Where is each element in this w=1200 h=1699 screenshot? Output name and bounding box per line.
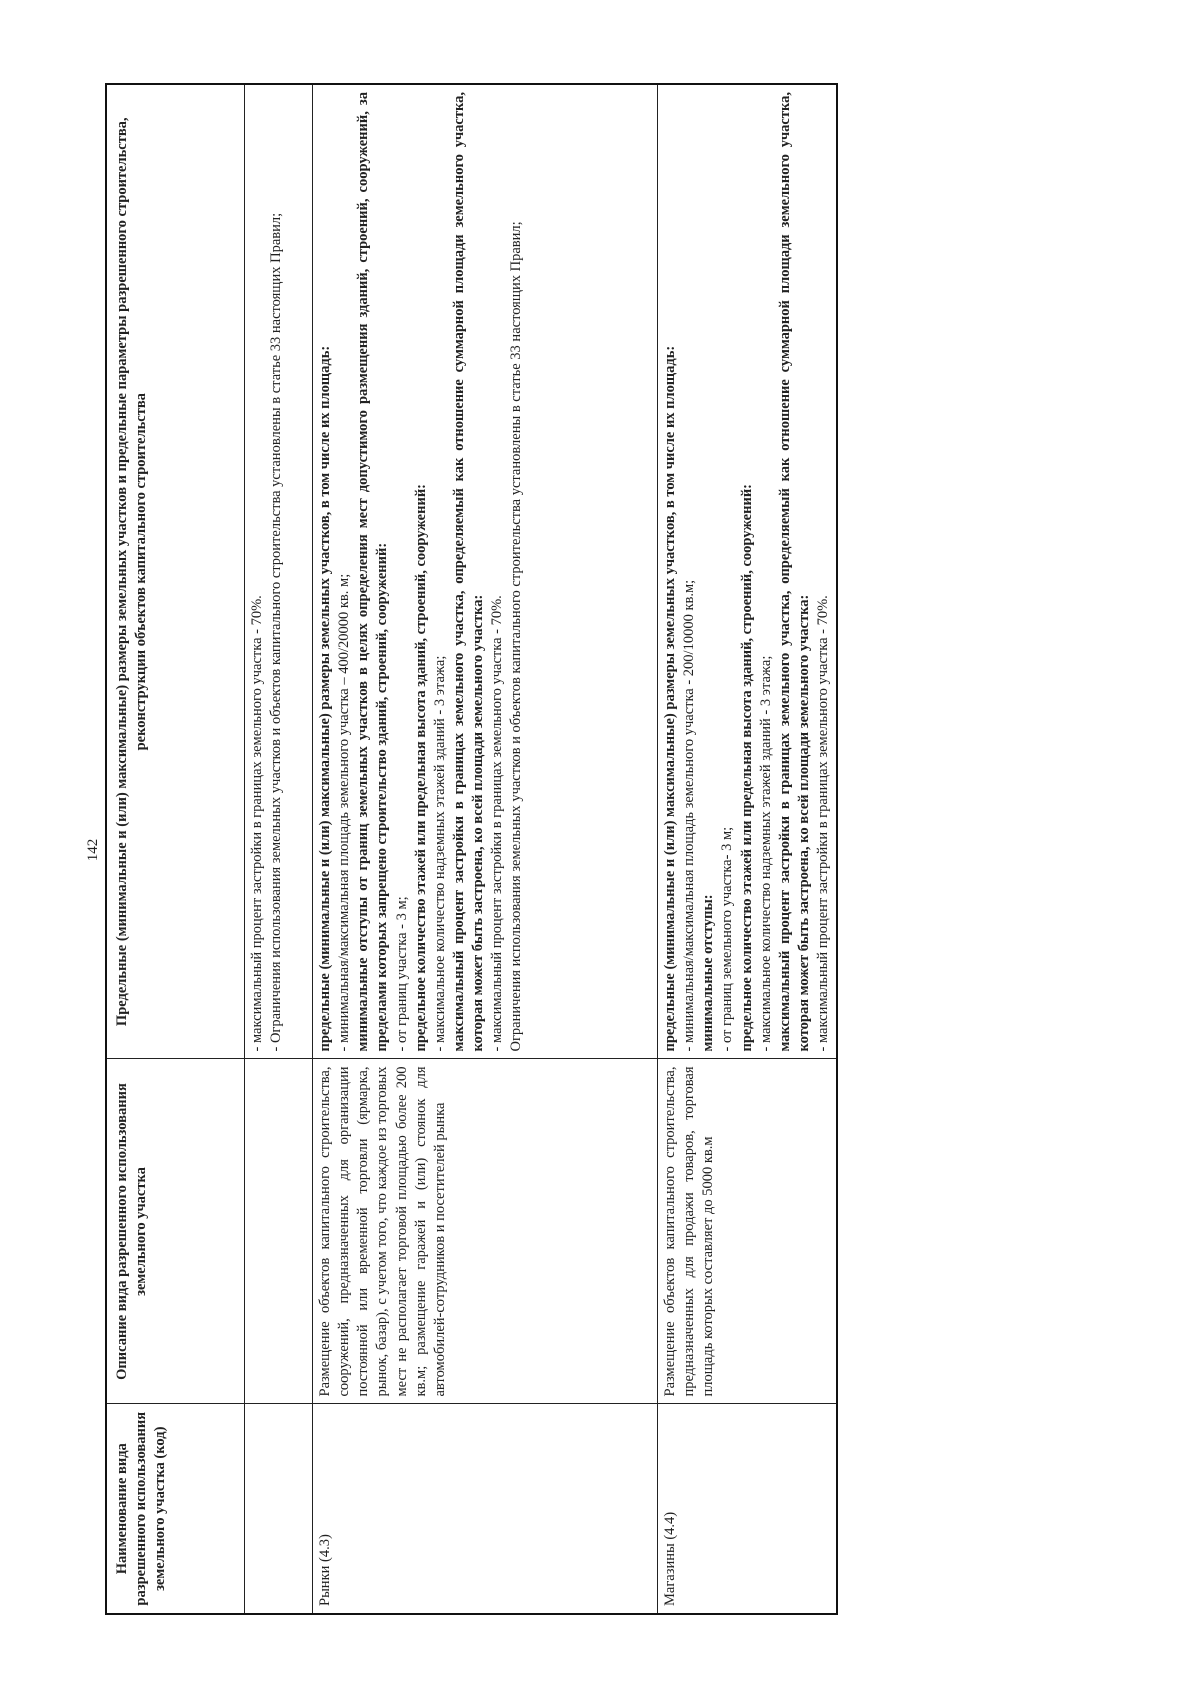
param-line: максимальный процент застройки в границах земельного участка, определяемый как отношение суммарной площади земельного участка, которая может быть застроена, ко всей площади земельного участка: <box>450 92 486 1052</box>
param-line: - минимальная/максимальная площадь земельного участка - 200/10000 кв.м; <box>681 579 698 1052</box>
row-name <box>245 1404 313 1614</box>
param-line: предельное количество этажей или предельная высота зданий, строений, сооружений: <box>412 483 429 1052</box>
row-name: Рынки (4.3) <box>313 1404 658 1614</box>
page-number: 142 <box>85 838 101 862</box>
param-line: - максимальный процент застройки в границах земельного участка - 70%. <box>489 595 506 1052</box>
header-description: Описание вида разрешенного использования земельного участка <box>106 1059 245 1404</box>
param-line: - Ограничения использования земельных участков и объектов капитального строительства установлены в статье 33 настоящих Правил; <box>268 212 285 1052</box>
row-params <box>245 84 313 1059</box>
param-line: - от границ участка - 3 м; <box>393 896 410 1052</box>
table-row <box>245 84 313 1614</box>
param-line: предельные (минимальные и (или) максимальные) размеры земельных участков, в том числе их площадь: <box>317 345 333 1052</box>
param-line: - максимальное количество надземных этажей зданий - 3 этажа; <box>431 655 448 1052</box>
header-row <box>106 84 245 1614</box>
rotated-page <box>75 85 1190 1615</box>
row-params <box>313 84 658 1059</box>
table-row <box>313 84 658 1614</box>
param-line: минимальные отступы от границ земельных участков в целях определения мест допустимого размещения зданий, строений, сооружений, за пределами которых запрещено строительство зданий, строений, сооружений: <box>355 92 391 1052</box>
param-line: - максимальное количество надземных этажей зданий - 3 этажа; <box>757 655 774 1052</box>
row-description: Размещение объектов капитального строительства, предназначенных для продажи товаров, торговая площадь которых составляет до 5000 кв.м <box>658 1059 838 1404</box>
row-name: Магазины (4.4) <box>658 1404 838 1614</box>
table-row <box>658 84 838 1614</box>
param-line: максимальный процент застройки в границах земельного участка, определяемый как отношение суммарной площади земельного участка, которая может быть застроена, ко всей площади земельного участка: <box>776 92 812 1052</box>
header-params: Предельные (минимальные и (или) максимальные) размеры земельных участков и предельные параметры разрешенного строительства, реконструкции объектов капитального строительства <box>106 84 245 1059</box>
param-line: - максимальный процент застройки в границах земельного участка - 70%. <box>249 595 265 1052</box>
param-line: предельное количество этажей или предельная высота зданий, строений, сооружений: <box>738 483 755 1052</box>
row-description: Размещение объектов капитального строительства, сооружений, предназначенных для организации постоянной или временной торговли (ярмарка, рынок, базар), с учетом того, что каждое из торговых мест не располагает торговой площадью более 200 кв.м; размещение гаражей и (или) стоянок для автомобилей-сотрудников и посетителей рынка <box>313 1059 658 1404</box>
param-line: минимальные отступы: <box>700 894 717 1052</box>
param-line: - максимальный процент застройки в границах земельного участка - 70%. <box>815 595 831 1052</box>
param-line: - минимальная/максимальная площадь земельного участка – 400/20000 кв. м; <box>336 573 353 1052</box>
param-line: предельные (минимальные и (или) максимальные) размеры земельных участков, в том числе их площадь: <box>662 345 678 1052</box>
table-body <box>245 84 838 1614</box>
header-name: Наименование вида разрешенного использования земельного участка (код) <box>106 1404 245 1614</box>
row-description <box>245 1059 313 1404</box>
row-params <box>658 84 838 1059</box>
land-use-table <box>105 83 838 1615</box>
param-line: - от границ земельного участка- 3 м; <box>719 826 736 1052</box>
param-line: Ограничения использования земельных участков и объектов капитального строительства установлены в статье 33 настоящих Правил; <box>508 221 525 1052</box>
